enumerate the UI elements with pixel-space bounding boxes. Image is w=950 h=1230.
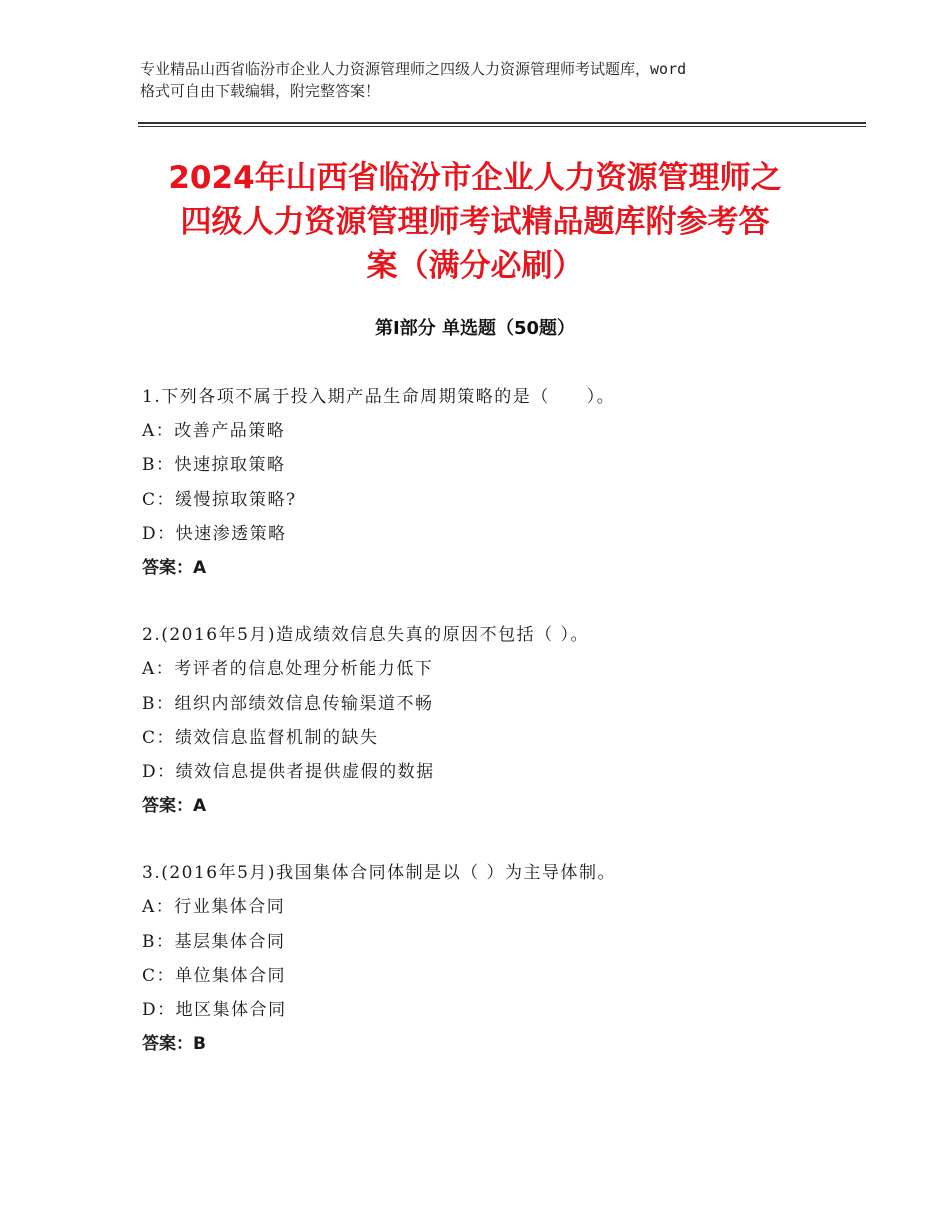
title-line-3: 案（满分必刷） [366,248,584,284]
option-a: A：考评者的信息处理分析能力低下 [142,659,434,680]
header-note [140,58,830,102]
option-c: C：单位集体合同 [142,965,287,986]
option-a: A：行业集体合同 [142,897,286,918]
question-stem: 2.(2016年5月)造成绩效信息失真的原因不包括（ ）。 [142,625,589,646]
document-title [100,156,850,288]
header-note-line-2: 格式可自由下载编辑，附完整答案！ [140,82,381,100]
question-stem: 3.(2016年5月)我国集体合同体制是以（ ）为主导体制。 [142,863,616,884]
option-b: B：快速掠取策略 [142,455,286,476]
section-title: 第Ⅰ部分 单选题（50题） [374,318,575,339]
option-a: A：改善产品策略 [142,421,286,442]
option-d: D：地区集体合同 [142,1000,287,1020]
question-3 [142,856,862,1061]
title-line-2: 四级人力资源管理师考试精品题库附参考答 [180,204,770,240]
option-b: B：组织内部绩效信息传输渠道不畅 [142,693,434,714]
question-1 [142,380,862,585]
header-note-line-1: 专业精品山西省临汾市企业人力资源管理师之四级人力资源管理师考试题库，word [140,60,687,78]
header-divider-thin [138,126,866,127]
answer: 答案：B [142,1034,206,1055]
question-list [142,380,862,1094]
header-divider [138,122,866,124]
answer: 答案：A [142,557,207,578]
title-line-1: 2024年山西省临汾市企业人力资源管理师之 [168,160,782,196]
option-d: D：快速渗透策略 [142,523,287,544]
question-2 [142,618,862,823]
option-d: D：绩效信息提供者提供虚假的数据 [142,761,435,782]
answer: 答案：A [142,796,207,817]
option-c: C：绩效信息监督机制的缺失 [142,727,379,748]
question-stem: 1.下列各项不属于投入期产品生命周期策略的是（ ）。 [142,387,616,407]
option-b: B：基层集体合同 [142,931,286,952]
option-c: C：缓慢掠取策略? [142,489,297,510]
